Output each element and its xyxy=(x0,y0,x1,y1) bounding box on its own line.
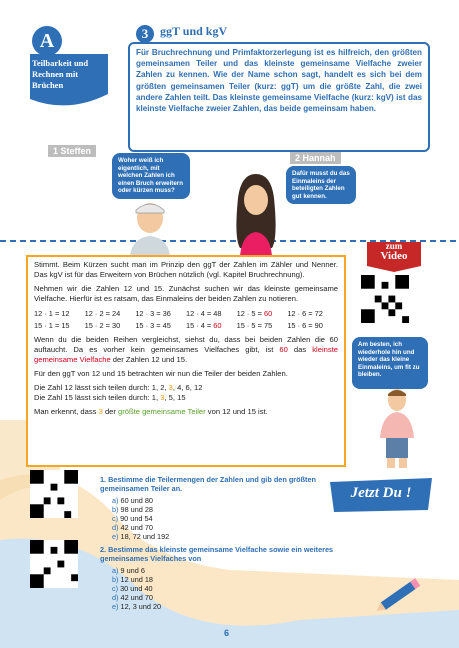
exercise-text: Bestimme das kleinste gemeinsame Vielfache sowie ein weiteres gemeinsames Vielfaches von xyxy=(100,545,334,563)
highlight-3: 3 xyxy=(160,393,165,402)
highlight-kgv: kleinste gemeinsame Vielfache xyxy=(34,345,338,364)
table-cell: 12 · 6 = 72 xyxy=(287,309,323,318)
list-item xyxy=(112,584,340,593)
qr-code-exercise1[interactable] xyxy=(30,470,78,518)
exercise-text: Bestimme die Teilermengen der Zahlen und gib den größten gemeinsamen Teiler an. xyxy=(100,475,316,493)
boy2-illustration xyxy=(372,386,422,468)
item-letter: c) xyxy=(112,584,119,593)
video-tag-line2: Video xyxy=(380,250,408,262)
text-span: Die Zahl 15 lässt sich teilen durch: 1, xyxy=(34,393,161,402)
girl-illustration xyxy=(226,168,286,256)
item-letter: d) xyxy=(112,593,119,602)
divisors-15 xyxy=(34,393,338,403)
section-title: Teilbarkeit und Rechnen mit Brüchen xyxy=(32,58,89,90)
explanation-box xyxy=(26,255,346,467)
highlight-3: 3 xyxy=(98,407,103,416)
exercise-items xyxy=(112,496,340,541)
table-cell xyxy=(237,308,288,320)
table-cell: 15 · 2 = 30 xyxy=(84,321,121,330)
list-item xyxy=(112,505,340,514)
list-item xyxy=(112,593,340,602)
table-cell-text: 15 · 4 = xyxy=(185,321,214,330)
item-text: 12, 3 und 20 xyxy=(120,602,162,611)
qr-code-video[interactable] xyxy=(361,275,409,323)
item-letter: a) xyxy=(112,566,119,575)
section-letter: A xyxy=(39,30,55,52)
item-text: 42 und 70 xyxy=(120,593,153,602)
item-text: 42 und 70 xyxy=(120,523,153,532)
item-text: 30 und 40 xyxy=(120,584,153,593)
explanation-paragraph: Für den ggT von 12 und 15 betrachten wir nun die Teiler der beiden Zahlen. xyxy=(34,369,288,378)
text-span: von 12 und 15 ist. xyxy=(205,407,268,416)
highlight-60: 60 xyxy=(279,345,288,354)
list-item xyxy=(112,496,340,505)
chapter-title: ggT und kgV xyxy=(160,24,228,38)
item-letter: b) xyxy=(112,575,119,584)
table-cell: 15 · 5 = 75 xyxy=(236,321,273,330)
table-cell: 12 · 4 = 48 xyxy=(185,309,222,318)
table-cell: 15 · 6 = 90 xyxy=(287,321,323,330)
list-item xyxy=(112,532,340,541)
exercise-2 xyxy=(100,545,340,611)
exercise-title xyxy=(100,475,340,493)
text-span: , 4, 6, 12 xyxy=(172,383,203,392)
character-label-steffen: 1 Steffen xyxy=(48,145,96,157)
explanation-paragraph xyxy=(34,335,338,365)
boy-illustration xyxy=(120,198,180,256)
table-cell: 12 · 1 = 12 xyxy=(34,309,70,318)
item-letter: e) xyxy=(112,602,119,611)
pencil-icon xyxy=(370,575,430,615)
text-span: Die Zahl 12 lässt sich teilen durch: 1, 2, xyxy=(34,383,169,392)
video-tag-text[interactable] xyxy=(363,241,425,261)
highlight-60: 60 xyxy=(263,309,273,318)
item-letter: b) xyxy=(112,505,119,514)
chapter-number: 3 xyxy=(136,25,154,43)
explanation-paragraph: Nehmen wir die Zahlen 12 und 15. Zunächst suchen wir das kleinste gemeinsame Vielfache. Hierfür ist es ratsam, das Einmaleins der beiden Zahlen zu notieren. xyxy=(34,284,338,303)
table-cell-text: 12 · 5 = xyxy=(236,309,264,318)
item-text: 60 und 80 xyxy=(120,496,153,505)
list-item xyxy=(112,514,340,523)
text-span: Wenn du die beiden Reihen vergleichst, siehst du, dass bei beiden Zahlen die 60 auftaucht. Da es vorher kein gemeinsames Vielfaches gibt, ist xyxy=(34,335,338,354)
text-span: , 5, 15 xyxy=(164,393,186,402)
speech-bubble-side: Am besten, ich wiederhole hin und wieder das kleine Einmaleins, um fit zu bleiben. xyxy=(352,337,428,389)
conclusion xyxy=(34,407,338,417)
qr-code-exercise2[interactable] xyxy=(30,540,78,588)
exercise-number: 1. xyxy=(100,475,107,484)
text-span: der Zahlen 12 und 15. xyxy=(110,355,188,364)
list-item xyxy=(112,523,340,532)
highlight-ggt: größte gemeinsame Teiler xyxy=(118,407,206,416)
text-span: Man erkennt, dass xyxy=(34,407,99,416)
text-span: das xyxy=(287,345,313,354)
table-cell: 12 · 3 = 36 xyxy=(135,309,171,318)
list-item xyxy=(112,566,340,575)
highlight-3: 3 xyxy=(168,383,173,392)
item-text: 98 und 28 xyxy=(120,505,153,514)
explanation-paragraph: Stimmt. Beim Kürzen sucht man im Prinzip den ggT der Zahlen im Zähler und Nenner. Das kgV ist für das Erweitern von Brüchen nützlich (vgl. Kapitel Bruchrechnung). xyxy=(34,260,338,279)
table-cell xyxy=(186,320,237,332)
item-letter: e) xyxy=(112,532,119,541)
character-label-hannah: 2 Hannah xyxy=(290,152,341,164)
table-cell: 15 · 3 = 45 xyxy=(135,321,171,330)
video-tag-line1: zum xyxy=(385,241,403,251)
item-text: 90 und 54 xyxy=(120,514,153,523)
jetzt-du-text: Jetzt Du ! xyxy=(350,485,412,501)
list-item xyxy=(112,602,340,611)
table-cell: 12 · 2 = 24 xyxy=(84,309,121,318)
item-letter: a) xyxy=(112,496,119,505)
multiplication-table xyxy=(34,308,338,332)
item-letter: d) xyxy=(112,523,119,532)
text-span: der xyxy=(102,407,119,416)
table-row-12 xyxy=(34,308,338,320)
exercise-number: 2. xyxy=(100,545,107,554)
exercise-title xyxy=(100,545,340,563)
exercise-1 xyxy=(100,475,340,541)
table-cell: 15 · 1 = 15 xyxy=(34,321,70,330)
speech-bubble-steffen: Woher weiß ich eigentlich, mit welchen Zahlen ich einen Bruch erweitern oder kürzen muss? xyxy=(112,153,190,199)
page-number: 6 xyxy=(224,628,230,638)
highlight-60: 60 xyxy=(213,321,222,330)
intro-box: Für Bruchrechnung und Primfaktorzerlegung ist es hilfreich, den größten gemeinsamen Teiler und das kleinste gemeinsame Vielfache zweier Zahlen zu kennen. Wie der Name schon sagt, handelt es sich bei dem größten gemeinsamen Teiler (kurz: ggT) um die größte Zahl, die zwei andere Zahlen teilt. Das kleinste gemeinsame Vielfache (kurz: kgV) ist das kleinste Vielfache zweier Zahlen, das beide gemeinsam haben. xyxy=(128,42,430,152)
list-item xyxy=(112,575,340,584)
exercises xyxy=(100,475,340,615)
item-text: 12 und 18 xyxy=(120,575,153,584)
speech-bubble-hannah: Dafür musst du das Einmaleins der beteiligten Zahlen gut kennen. xyxy=(286,166,356,204)
item-text: 18, 72 und 192 xyxy=(120,532,170,541)
item-text: 9 und 6 xyxy=(120,566,145,575)
divisors-12 xyxy=(34,383,338,393)
item-letter: c) xyxy=(112,514,119,523)
table-row-15 xyxy=(34,320,338,332)
exercise-items xyxy=(112,566,340,611)
